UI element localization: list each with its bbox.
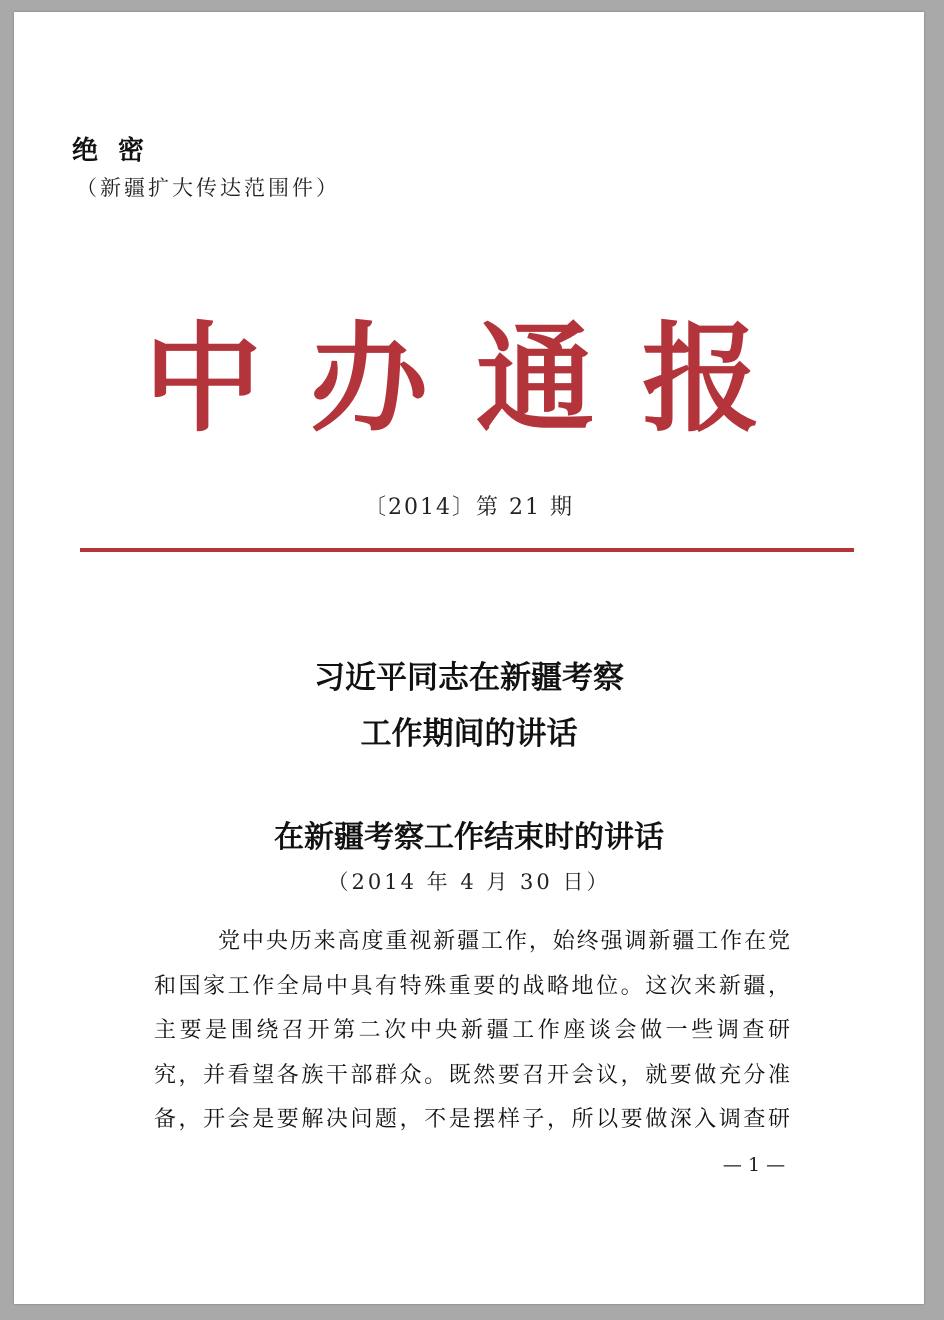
page-number: — 1 — <box>722 1154 786 1176</box>
classification-label: 绝密 <box>72 136 165 166</box>
body-paragraph <box>154 920 790 1143</box>
body-line: 备，开会是要解决问题，不是摆样子，所以要做深入调查研 <box>154 1107 790 1132</box>
red-divider-rule <box>80 548 854 552</box>
document-page <box>14 12 924 1304</box>
body-line: 主要是围绕召开第二次中央新疆工作座谈会做一些调查研 <box>154 1018 790 1043</box>
document-title-line-1: 习近平同志在新疆考察 <box>314 660 624 696</box>
body-line: 和国家工作全局中具有特殊重要的战略地位。这次来新疆， <box>154 973 790 999</box>
distribution-scope-label: （新疆扩大传达范围件） <box>76 176 340 200</box>
document-title-line-2: 工作期间的讲话 <box>360 716 578 752</box>
issue-number: 〔2014〕第 21 期 <box>364 495 574 520</box>
masthead-title: 中办通报 <box>143 310 808 448</box>
speech-date: （2014 年 4 月 30 日） <box>327 870 611 894</box>
speech-title: 在新疆考察工作结束时的讲话 <box>274 820 664 855</box>
body-line: 党中央历来高度重视新疆工作，始终强调新疆工作在党 <box>218 929 790 954</box>
body-line: 究，并看望各族干部群众。既然要召开会议，就要做充分准 <box>154 1062 790 1088</box>
